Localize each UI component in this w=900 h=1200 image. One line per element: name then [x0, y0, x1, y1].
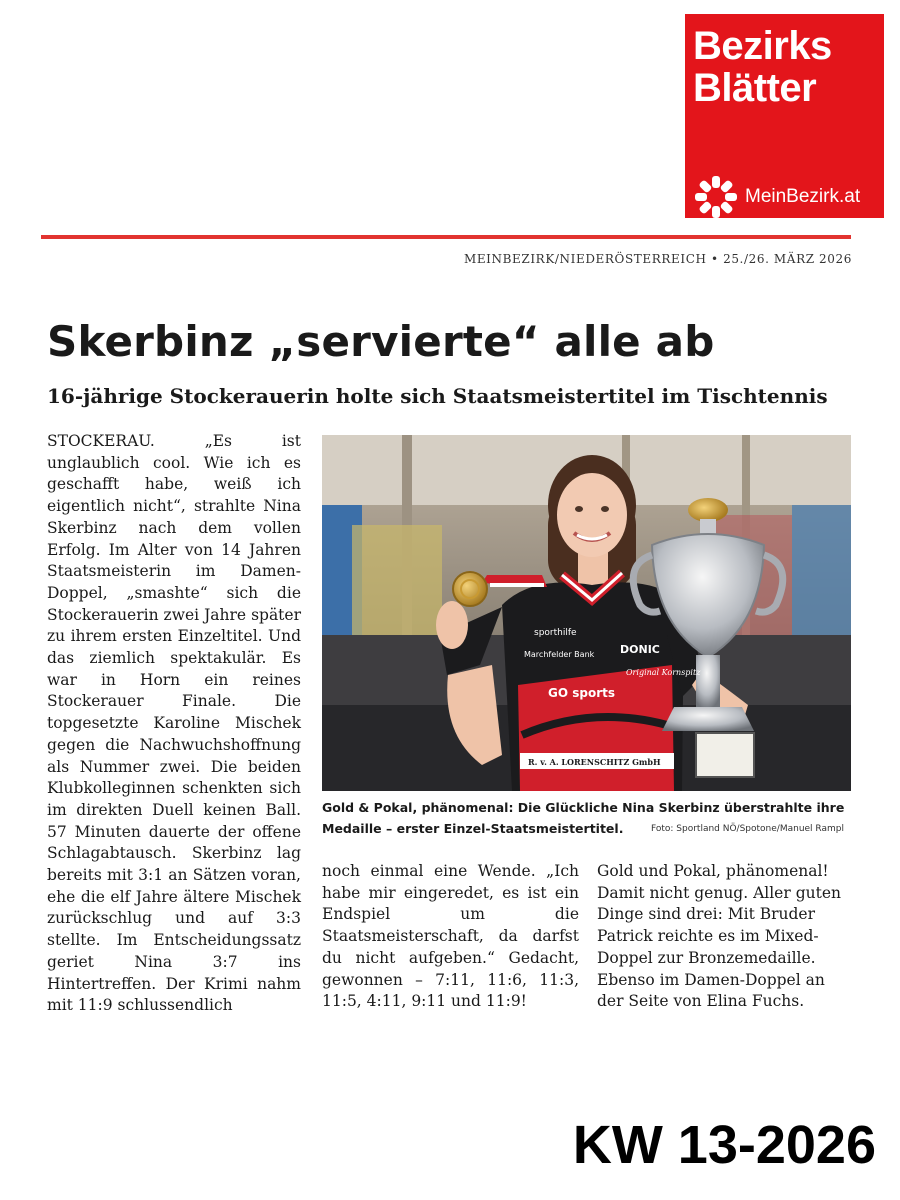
- article-body-column-1: STOCKERAU. „Es ist unglaublich cool. Wie ich es geschafft habe, weiß ich eigentlich nicht“, strahlte Nina Skerbinz nach dem vollen Erfolg. Im Alter von 14 Jahren Staatsmeisterin im Damen-Doppel, „smashte“ sich die Stockerauerin zwei Jahre später zu ihrem ersten Einzeltitel. Und das ziemlich spektakulär. Es war in Horn ein reines Stockerauer Finale. Die topgesetzte Karoline Mischek gegen die Nachwuchshoffnung als Nummer zwei. Die beiden Klubkolleginnen schenkten sich im direkten Duell keinen Ball. 57 Minuten dauerte der offene Schlagabtausch. Skerbinz lag bereits mit 3:1 an Sätzen voran, ehe die elf Jahre ältere Mischek zurückschlug und auf 3:3 stellte. Im Entscheidungssatz geriet Nina 3:7 ins Hintertreffen. Der Krimi nahm mit 11:9 schlussendlich: [47, 432, 301, 1015]
- logo-site-label: MeinBezirk.at: [745, 186, 861, 207]
- article-body-column-3: Gold und Pokal, phänomenal! Damit nicht genug. Aller guten Dinge sind drei: Mit Bruder Patrick reichte es im Mixed-Doppel zur Bronzemedaille. Ebenso im Damen-Doppel an der Seite von Elina Fuchs.: [597, 862, 841, 1011]
- article-photo: [322, 435, 851, 791]
- article-body-column-2: noch einmal eine Wende. „Ich habe mir eingeredet, es ist ein Endspiel um die Staatsmeisterschaft, da darfst du nicht aufgeben.“ Gedacht, gewonnen – 7:11, 11:6, 11:3, 11:5, 4:11, 9:11 und 11:9!: [322, 862, 579, 1011]
- article-headline: Skerbinz „servierte“ alle ab: [47, 317, 715, 366]
- logo-wordmark-line-1: Bezirks: [693, 24, 832, 68]
- photo-credit: Foto: Sportland NÖ/Spotone/Manuel Rampl: [651, 824, 844, 834]
- jersey-sponsor-2: Marchfelder Bank: [524, 650, 595, 659]
- logo-wordmark-line-2: Blätter: [693, 66, 817, 110]
- header-rule: [41, 235, 851, 239]
- jersey-footer: R. v. A. LORENSCHITZ GmbH: [528, 757, 661, 767]
- sun-flower-icon: [693, 174, 739, 220]
- article-subheadline: 16-jährige Stockerauerin holte sich Staatsmeistertitel im Tischtennis: [47, 384, 828, 408]
- bezirksblaetter-logo: [685, 14, 884, 218]
- dateline: MEINBEZIRK/NIEDERÖSTERREICH • 25./26. MÄRZ 2026: [463, 252, 852, 266]
- jersey-sponsor-1: sporthilfe: [534, 628, 577, 638]
- logo-site: [693, 174, 860, 220]
- jersey-sponsor-3: Original Kornspitz: [626, 668, 701, 677]
- edition-label: KW 13-2026: [572, 1115, 876, 1175]
- jersey-sponsor-4: GO sports: [548, 686, 616, 700]
- photo-caption: Gold & Pokal, phänomenal: Die Glückliche Nina Skerbinz überstrahlte ihre Medaille – erster Einzel-Staatsmeistertitel.: [322, 800, 845, 836]
- jersey-brand: DONIC: [620, 643, 660, 656]
